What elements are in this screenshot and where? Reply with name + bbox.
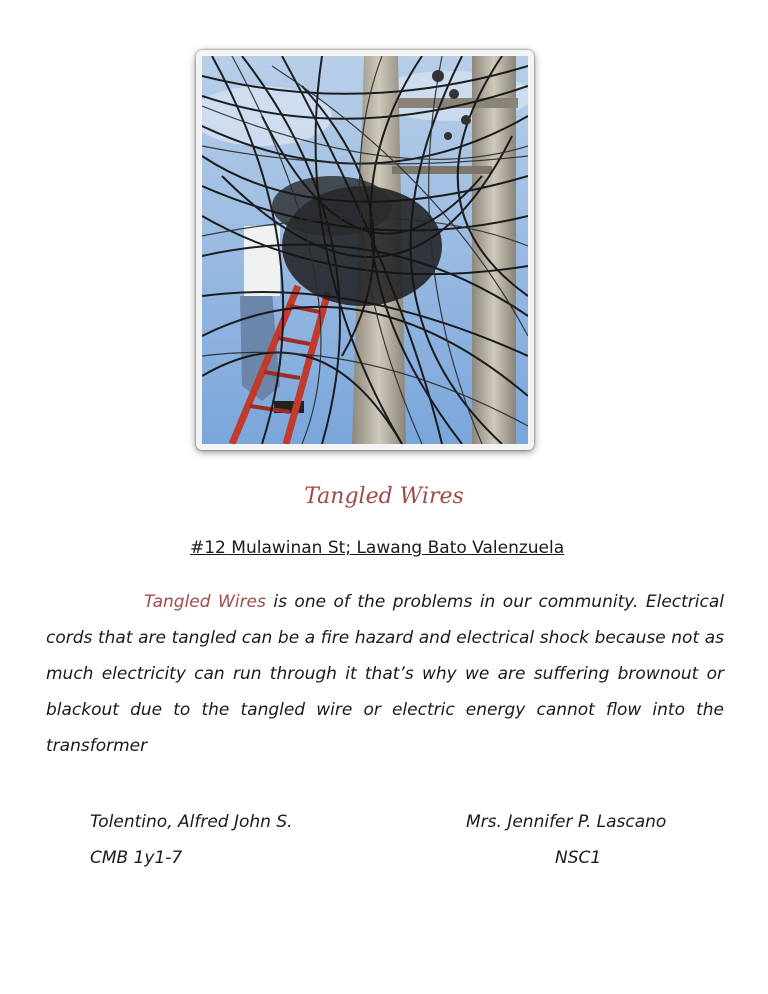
body-paragraph [46, 584, 724, 764]
address: #12 Mulawinan St; Lawang Bato Valenzuela [190, 538, 565, 558]
photo-frame [196, 50, 534, 450]
author-name: Tolentino, Alfred John S. [90, 812, 293, 832]
page-title: Tangled Wires [304, 484, 464, 509]
tangled-wires-photo [202, 56, 528, 444]
paragraph-highlight: Tangled Wires [144, 592, 266, 612]
paragraph-text: is one of the problems in our community. Electrical cords that are tangled can be a fire hazard and electrical shock because not as much electricity can run through it that’s why we are suffering brownout or blackout due to the tangled wire or electric energy cannot flow into the transformer [46, 592, 725, 756]
teacher-name: Mrs. Jennifer P. Lascano [466, 812, 667, 832]
author-section: CMB 1y1-7 [90, 848, 183, 868]
teacher-subject: NSC1 [555, 848, 602, 868]
